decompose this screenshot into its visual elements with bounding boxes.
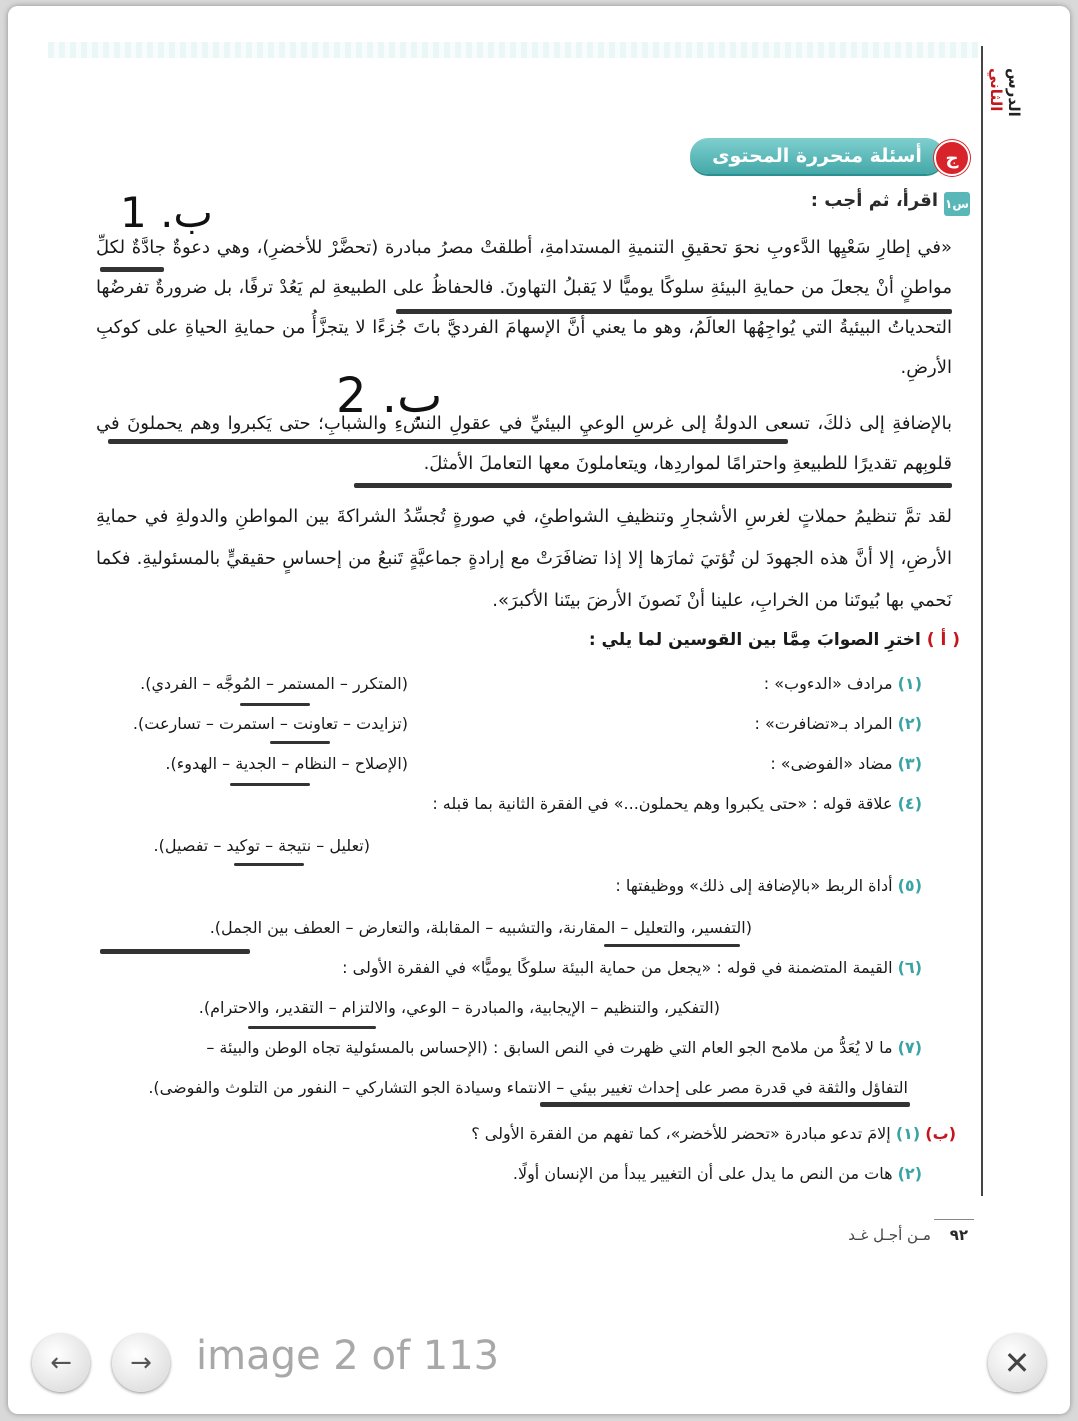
question-3-options: (الإصلاح – النظام – الجدية – الهدوء). bbox=[165, 754, 408, 773]
question-number: (٧) bbox=[897, 1038, 922, 1057]
footer-text: مـن أجـل غـد bbox=[848, 1226, 931, 1244]
question-number: (٢) bbox=[897, 714, 922, 733]
underline-mark bbox=[270, 741, 330, 744]
page-footer bbox=[828, 1226, 968, 1244]
section-a-tag: ( أ ) bbox=[926, 630, 960, 650]
paragraph-2: بالإضافةِ إلى ذلكَ، تسعى الدولةُ إلى غرسِ الوعيِ البيئيِّ في عقولِ النشءِ والشبابِ؛ حتى يَكبروا وهم يحملونَ في قلوبِهم تقديرًا للطبيعةِ واحترامًا لمواردِها، ويتعاملونَ معها التعاملَ الأمثلَ. bbox=[96, 413, 952, 474]
question-text: مرادف «الدءوب» : bbox=[763, 674, 893, 693]
question-number: (١) bbox=[895, 1124, 921, 1143]
question-1-options: (المتكرر – المستمر – المُوجَّه – الفردي). bbox=[140, 674, 408, 693]
section-b-question-2 bbox=[513, 1164, 922, 1183]
underline-mark bbox=[604, 944, 740, 947]
section-a-heading bbox=[508, 630, 960, 650]
side-divider bbox=[981, 46, 983, 1196]
underline-mark bbox=[100, 267, 164, 272]
question-number: (٢) bbox=[897, 1164, 922, 1183]
image-counter: image 2 of 113 bbox=[196, 1333, 500, 1379]
side-title-word: الدرس bbox=[1005, 68, 1023, 117]
question-text: علاقة قوله : «حتى يكبروا وهم يحملون...» في الفقرة الثانية بما قبله : bbox=[432, 794, 893, 813]
question-5 bbox=[615, 876, 922, 895]
side-title-ordinal: الثاني bbox=[987, 68, 1005, 112]
underline-mark bbox=[108, 439, 788, 444]
close-button[interactable] bbox=[988, 1334, 1046, 1392]
arrow-right-icon: → bbox=[130, 1348, 152, 1378]
question-2-options: (تزايدت – تعاونت – استمرت – تسارعت). bbox=[132, 714, 408, 733]
question-4-options: (تعليل – نتيجة – توكيد – تفصيل). bbox=[153, 836, 370, 855]
question-3 bbox=[770, 754, 922, 773]
question-text: مضاد «الفوضى» : bbox=[770, 754, 893, 773]
question-2 bbox=[755, 714, 922, 733]
underline-mark bbox=[234, 863, 304, 866]
section-b-question-1 bbox=[471, 1124, 956, 1143]
section-heading: أسئلة متحررة المحتوى bbox=[690, 138, 944, 174]
instruction-text: اقرأ، ثم أجب : bbox=[810, 190, 938, 211]
close-icon: ✕ bbox=[1003, 1344, 1031, 1382]
underline-mark bbox=[100, 949, 250, 954]
question-text: ما لا يُعَدُّ من ملامح الجو العام التي ظهرت في النص السابق : (الإحساس بالمسئولية تجاه الوطن والبيئة – bbox=[206, 1038, 893, 1057]
section-a-text: اخترِ الصوابَ مِمَّا بين القوسين لما يلي : bbox=[588, 630, 921, 650]
question-badge: س١ bbox=[944, 192, 970, 216]
page-number: ٩٢ bbox=[949, 1226, 968, 1244]
next-button[interactable] bbox=[112, 1334, 170, 1392]
underline-mark bbox=[230, 783, 310, 786]
handwritten-annotation-1: ب. 1 bbox=[120, 188, 213, 237]
handwritten-annotation-2: ب. 2 bbox=[336, 368, 443, 424]
scanned-page bbox=[8, 6, 1070, 1306]
paragraph-3: لقد تمَّ تنظيمُ حملاتٍ لغرسِ الأشجارِ وتنظيفِ الشواطئِ، في صورةٍ تُجسِّدُ الشراكةَ بين المواطنِ والدولةِ في حمايةِ الأرضِ، إلا أنَّ هذه الجهودَ لن تُؤتيَ ثمارَها إلا إذا تضافَرَتْ مع إرادةٍ جماعيَّةٍ تَنبعُ من إحساسٍ حقيقيٍّ بالمسئوليةِ. فكما نَحمي بها بُيوتَنا من الخرابِ، علينا أنْ نَصونَ الأرضَ بيتَنا الأكبرَ». bbox=[96, 506, 952, 611]
question-5-options: (التفسير، والتعليل – المقارنة، والتشبيه – المقابلة، والتعارض – العطف بين الجمل). bbox=[209, 918, 752, 937]
question-text: القيمة المتضمنة في قوله : «يجعل من حماية البيئة سلوكًا يوميًّا» في الفقرة الأولى : bbox=[342, 958, 893, 977]
underline-mark bbox=[540, 1102, 910, 1107]
question-number: (٦) bbox=[897, 958, 922, 977]
question-7-options: التفاؤل والثقة في قدرة مصر على إحداث تغيير بيئي – الانتماء وسيادة الجو التشاركي – النفور من التلوث والفوضى). bbox=[148, 1078, 908, 1097]
paragraph-1: «في إطارِ سَعْيِها الدَّءوبِ نحوَ تحقيقِ التنميةِ المستدامةِ، أطلقتْ مصرُ مبادرة (تحضَّرْ للأخضرِ)، وهي دعوةٌ جادَّةٌ لكلِّ مواطنٍ أنْ يجعلَ من حمايةِ البيئةِ سلوكًا يوميًّا لا يَقبلُ التهاونَ. فالحفاظُ على الطبيعةِ لم يَعُدْ ترفًا، بل ضرورةٌ تفرضُها التحدياتُ البيئيةُ التي يُواجِهُها العالَمُ، وهو ما يعني أنَّ الإسهامَ الفرديَّ باتَ جُزءًا لا يتجزَّأُ من حمايةِ الحياةِ على كوكبِ الأرضِ. bbox=[96, 237, 952, 378]
question-number: (٤) bbox=[897, 794, 922, 813]
arrow-left-icon: ← bbox=[50, 1348, 72, 1378]
underline-mark bbox=[248, 1026, 376, 1029]
lesson-side-title bbox=[983, 68, 1023, 158]
question-text: إلامَ تدعو مبادرة «تحضر للأخضر»، كما تفهم من الفقرة الأولى ؟ bbox=[471, 1124, 891, 1143]
section-badge: ج bbox=[934, 140, 970, 176]
footer-divider bbox=[934, 1219, 974, 1220]
image-viewer bbox=[8, 6, 1070, 1414]
underline-mark bbox=[396, 309, 952, 314]
question-number: (٥) bbox=[897, 876, 922, 895]
underline-mark bbox=[354, 483, 952, 488]
question-1 bbox=[764, 674, 922, 693]
scan-artifact bbox=[48, 42, 978, 58]
question-number: (١) bbox=[897, 674, 922, 693]
section-b-tag: (ب) bbox=[925, 1124, 956, 1143]
question-text: أداة الربط «بالإضافة إلى ذلك» ووظيفتها : bbox=[615, 876, 893, 895]
question-number: (٣) bbox=[897, 754, 922, 773]
question-6-options: (التفكير، والتنظيم – الإيجابية، والمبادرة – الوعي، والالتزام – التقدير، والاحترام). bbox=[198, 998, 720, 1017]
question-4 bbox=[432, 794, 922, 813]
question-text: المراد بـ«تضافرت» : bbox=[754, 714, 893, 733]
question-text: هات من النص ما يدل على أن التغيير يبدأ من الإنسان أولًا. bbox=[512, 1164, 893, 1183]
underline-mark bbox=[240, 703, 310, 706]
question-6 bbox=[342, 958, 922, 977]
question-7 bbox=[206, 1038, 922, 1057]
previous-button[interactable] bbox=[32, 1334, 90, 1392]
